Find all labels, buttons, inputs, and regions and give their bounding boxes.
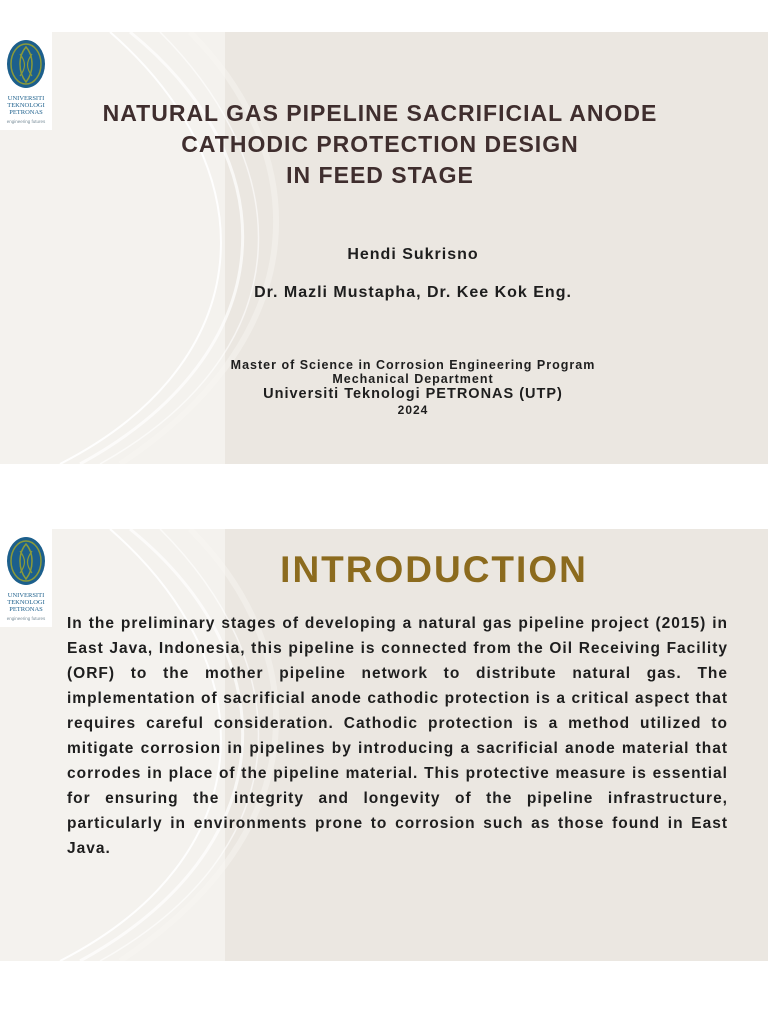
logo-text-petronas: PETRONAS — [9, 606, 43, 613]
university-name: Universiti Teknologi PETRONAS (UTP) — [263, 386, 563, 402]
title-line-3: IN FEED STAGE — [286, 162, 474, 188]
supervisor-names: Dr. Mazli Mustapha, Dr. Kee Kok Eng. — [254, 284, 572, 301]
introduction-heading: INTRODUCTION — [280, 549, 588, 590]
title-line-2: CATHODIC PROTECTION DESIGN — [181, 131, 579, 157]
utp-logo — [0, 32, 52, 130]
presentation-title — [60, 98, 700, 191]
logo-text-petronas: PETRONAS — [9, 109, 43, 116]
presentation-year: 2024 — [397, 403, 429, 417]
title-line-1: NATURAL GAS PIPELINE SACRIFICIAL ANODE — [102, 100, 658, 126]
utp-emblem-icon — [0, 529, 52, 591]
logo-text-teknologi: TEKNOLOGI — [7, 102, 45, 109]
title-slide — [0, 32, 768, 464]
logo-text-universiti: UNIVERSITI — [7, 95, 45, 102]
logo-tagline: engineering futures — [6, 616, 46, 621]
author-name: Hendi Sukrisno — [347, 246, 479, 263]
utp-logo — [0, 529, 52, 627]
introduction-paragraph: In the preliminary stages of developing a natural gas pipeline project (2015) in East Java, Indonesia, this pipeline is connected from the Oil Receiving Facility (ORF) to the mother pipeline network to distribute natural gas. The implementation of sacrificial anode cathodic protection is a critical aspect that requires careful consideration. Cathodic protection is a method utilized to mitigate corrosion in pipelines by introducing a sacrificial anode material that corrodes in place of the pipeline material. This protective measure is essential for ensuring the integrity and longevity of the pipeline infrastructure, particularly in environments prone to corrosion such as those found in East Java. — [67, 615, 728, 857]
logo-text-universiti: UNIVERSITI — [7, 592, 45, 599]
introduction-slide — [0, 529, 768, 961]
logo-text-teknologi: TEKNOLOGI — [7, 599, 45, 606]
department-name: Mechanical Department — [332, 372, 494, 386]
program-name: Master of Science in Corrosion Engineering Program — [230, 358, 596, 372]
utp-emblem-icon — [0, 32, 52, 94]
logo-tagline: engineering futures — [6, 119, 46, 124]
